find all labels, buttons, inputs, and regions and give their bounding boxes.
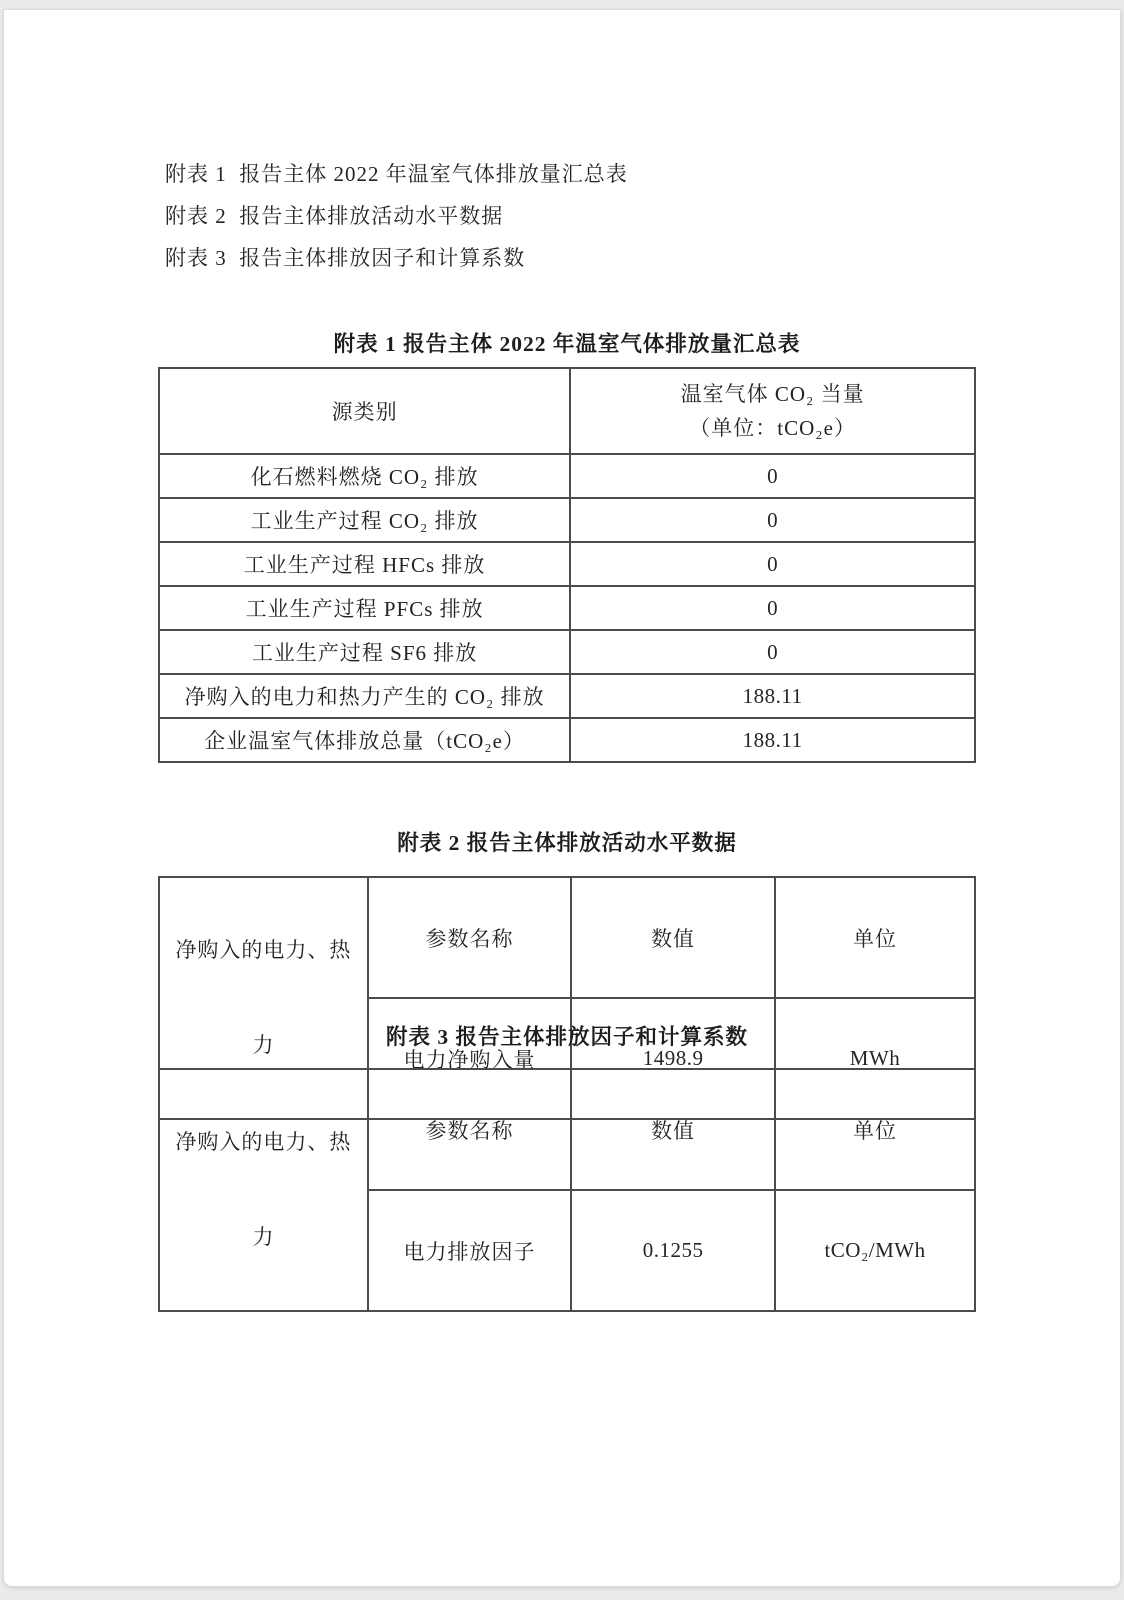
table3-emission-factors	[158, 1068, 976, 1312]
table1-header-co2e-line1: 温室气体 CO₂ 当量	[680, 382, 865, 406]
table3-param-value: 0.1255	[571, 1190, 775, 1311]
table1-row	[159, 454, 975, 498]
appendix-list	[165, 153, 628, 279]
table2-header-param: 参数名称	[368, 877, 571, 998]
table1-header-co2e-line2: （单位：tCO₂e）	[689, 416, 856, 440]
table3-header-row	[159, 1069, 975, 1190]
table2-header-row	[159, 877, 975, 998]
table2-group-label-line1: 净购入的电力、热	[175, 938, 352, 962]
table3-group-label	[159, 1069, 368, 1311]
table1-row-value: 0	[570, 498, 975, 542]
table3-title: 附表 3 报告主体排放因子和计算系数	[385, 1025, 748, 1049]
table1-emissions-summary	[158, 367, 976, 763]
table1-row-value: 188.11	[570, 674, 975, 718]
table1-header-row	[159, 368, 975, 454]
table1-row	[159, 586, 975, 630]
table1-row	[159, 630, 975, 674]
table2-header-unit: 单位	[775, 877, 975, 998]
table3-header-value: 数值	[571, 1069, 775, 1190]
table3-param-name: 电力排放因子	[368, 1190, 571, 1311]
table3-group-label-line2: 力	[252, 1225, 275, 1249]
table1-row-label: 工业生产过程 PFCs 排放	[159, 586, 570, 630]
table1-row-label: 企业温室气体排放总量（tCO₂e）	[159, 718, 570, 762]
table3-param-unit: tCO₂/MWh	[775, 1190, 975, 1311]
table3-header-unit: 单位	[775, 1069, 975, 1190]
appendix-list-item-1: 附表 1 报告主体 2022 年温室气体排放量汇总表	[165, 162, 628, 186]
appendix-list-item-2: 附表 2 报告主体排放活动水平数据	[165, 204, 504, 228]
table1-row-value: 0	[570, 542, 975, 586]
table1-header-co2e	[570, 368, 975, 454]
table1-row-label: 工业生产过程 CO₂ 排放	[159, 498, 570, 542]
table1-row	[159, 718, 975, 762]
table1-row-value: 188.11	[570, 718, 975, 762]
table3-group-label-line1: 净购入的电力、热	[175, 1130, 352, 1154]
table2-param-value: 1498.9	[571, 998, 775, 1119]
table3-header-param: 参数名称	[368, 1069, 571, 1190]
table1-row-value: 0	[570, 586, 975, 630]
table2-param-name: 电力净购入量	[368, 998, 571, 1119]
table1-row	[159, 674, 975, 718]
table1-title: 附表 1 报告主体 2022 年温室气体排放量汇总表	[333, 332, 801, 356]
table1-row-label: 净购入的电力和热力产生的 CO₂ 排放	[159, 674, 570, 718]
table1-row	[159, 542, 975, 586]
table2-header-value: 数值	[571, 877, 775, 998]
table1-row-label: 工业生产过程 HFCs 排放	[159, 542, 570, 586]
table1-row-value: 0	[570, 454, 975, 498]
table1-row	[159, 498, 975, 542]
table1-header-source: 源类别	[159, 368, 570, 454]
document-page	[3, 9, 1121, 1587]
table1-row-label: 化石燃料燃烧 CO₂ 排放	[159, 454, 570, 498]
table1-row-value: 0	[570, 630, 975, 674]
table2-param-unit: MWh	[775, 998, 975, 1119]
appendix-list-item-3: 附表 3 报告主体排放因子和计算系数	[165, 246, 526, 270]
table2-title: 附表 2 报告主体排放活动水平数据	[397, 831, 737, 855]
table1-row-label: 工业生产过程 SF6 排放	[159, 630, 570, 674]
table2-group-label-line2: 力	[252, 1033, 275, 1057]
